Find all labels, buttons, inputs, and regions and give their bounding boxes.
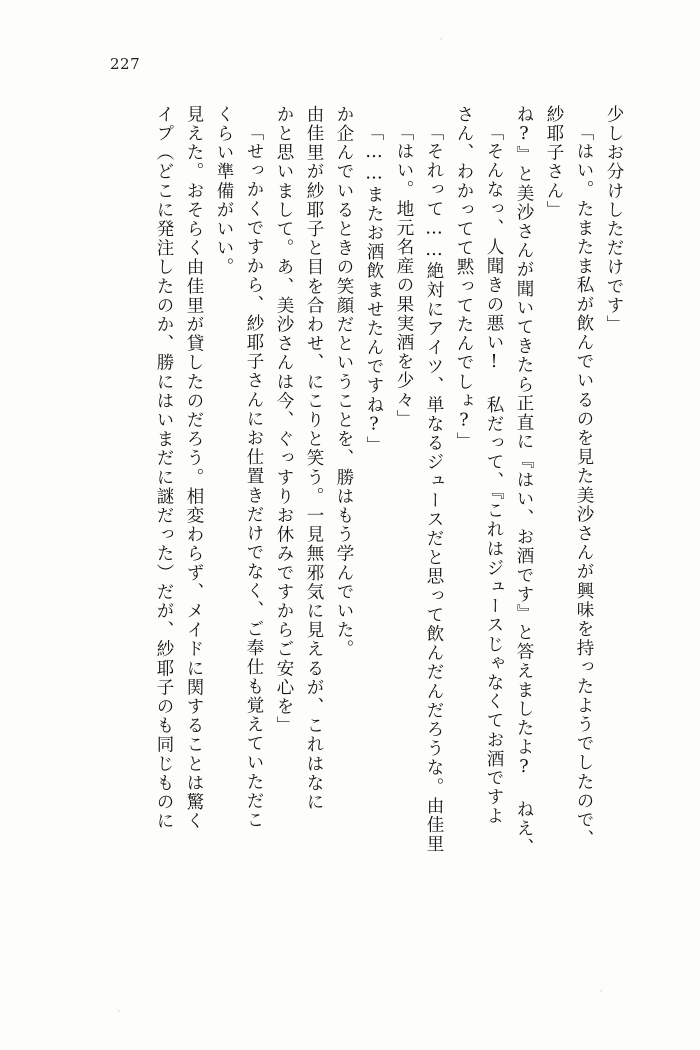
text-column: ね?』と美沙さんが聞いてきたら正直に『はい、お酒です』と答えましたよ? ねえ、	[514, 105, 534, 858]
text-column: か企んでいるときの笑顔だということを、勝はもう学んでいた。	[334, 105, 354, 659]
scan-speck	[118, 1010, 120, 1012]
text-column: 「せっかくですから、紗耶子さんにお仕置きだけでなく、ご奉仕も覚えていただこ	[244, 123, 264, 830]
text-column: 紗耶子さん」	[544, 105, 564, 220]
page-number: 227	[110, 55, 141, 73]
scan-speck	[600, 990, 602, 992]
text-column: かと思いまして。あ、美沙さんは今、ぐっすりお休みですからご安心を」	[274, 105, 294, 736]
scan-speck	[440, 38, 442, 40]
text-column: イプ（どこに発注したのか、勝にはいまだに謎だった）だが、紗耶子のも同じものに	[154, 105, 174, 831]
text-column: 由佳里が紗耶子と目を合わせ、にこりと笑う。一見無邪気に見えるが、これはなに	[304, 105, 324, 812]
text-column: 「それって……絶対にアイツ、単なるジュースだと思って飲んだんだろうな。由佳里	[424, 123, 444, 854]
text-column: 「はい。たまたま私が飲んでいるのを見た美沙さんが興味を持ったようでしたので、	[574, 123, 594, 849]
text-column: さん、わかってて黙ってたんでしょ?」	[454, 105, 474, 452]
text-column: 「そんなっ、人聞きの悪い! 私だって、『これはジュースじゃなくてお酒ですよ	[484, 123, 504, 826]
text-column: 「はい。地元名産の果実酒を少々」	[394, 123, 414, 429]
text-column: 「……またお酒飲ませたんですね?」	[364, 123, 384, 456]
text-column: 見えた。おそらく由佳里が貸したのだろう。相変わらず、メイドに関することは驚く	[184, 105, 204, 831]
text-column: 少しお分けしただけです」	[604, 105, 624, 335]
text-column: くらい準備がいい。	[214, 105, 234, 277]
novel-body-text	[142, 105, 622, 985]
scan-speck	[60, 520, 61, 521]
